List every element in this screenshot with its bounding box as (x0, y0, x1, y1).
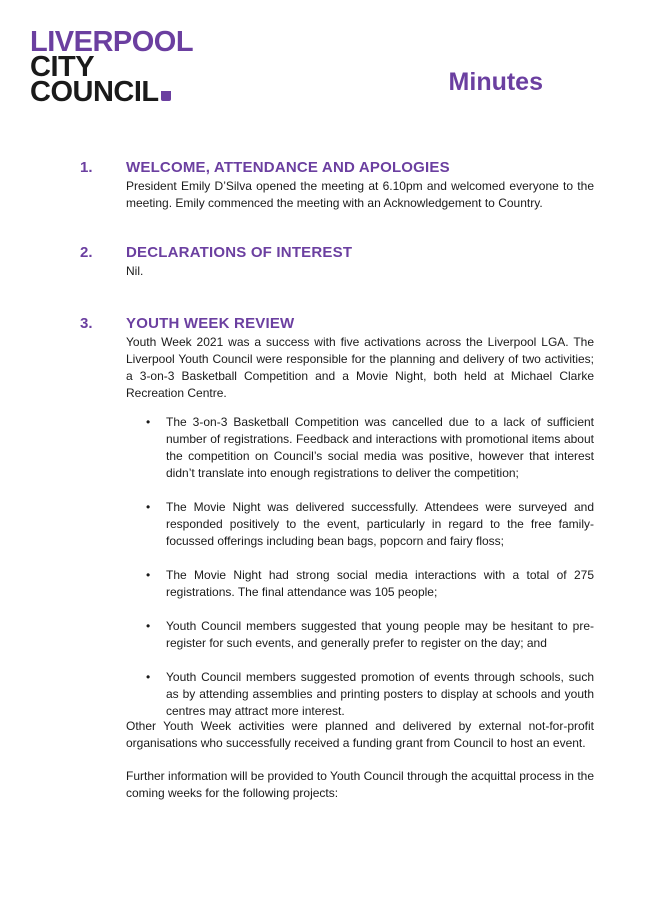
list-item: • The 3-on-3 Basketball Competition was cancelled due to a lack of sufficient number of registrations. Feedback and interactions with promotional items about the competition on Council’s social media was positive, however that interest didn’t translate into enough registrations to deliver the competition; (126, 414, 594, 482)
list-item: • The Movie Night was delivered successfully. Attendees were surveyed and responded positively to the event, particularly in regard to the free family-focussed offerings including bean bags, popcorn and fairy floss; (126, 499, 594, 550)
section-number: 2. (80, 244, 93, 261)
council-logo (30, 26, 194, 108)
page-title: Minutes (448, 68, 543, 96)
section-paragraph: Other Youth Week activities were planned and delivered by external not-for-profit organisations who successfully received a funding grant from Council to host an event. (126, 719, 594, 750)
section-heading: WELCOME, ATTENDANCE AND APOLOGIES (126, 159, 450, 176)
logo-line-council-text: COUNCIL (30, 76, 159, 108)
list-item: • The Movie Night had strong social media interactions with a total of 275 registrations. The final attendance was 105 people; (126, 567, 594, 601)
section-paragraph: Nil. (126, 264, 144, 278)
bullet-list (126, 414, 594, 737)
section-number: 3. (80, 315, 93, 332)
section-heading: DECLARATIONS OF INTEREST (126, 244, 353, 261)
section-heading: YOUTH WEEK REVIEW (126, 315, 295, 332)
list-item: • Youth Council members suggested that young people may be hesitant to pre-register for such events, and generally prefer to register on the day; and (126, 618, 594, 652)
logo-line-council (30, 76, 193, 108)
logo-line-liverpool: LIVERPOOL (30, 26, 194, 58)
section-number: 1. (80, 159, 93, 176)
logo-line-city: CITY (30, 51, 95, 83)
section-paragraph: Youth Week 2021 was a success with five activations across the Liverpool LGA. The Liverpool Youth Council were responsible for the planning and delivery of two activities; a 3-on-3 Basketball Competition and a Movie Night, both held at Michael Clarke Recreation Centre. (126, 335, 594, 400)
section-paragraph: Further information will be provided to Youth Council through the acquittal process in the coming weeks for the following projects: (126, 769, 594, 800)
section-paragraph: President Emily D’Silva opened the meeting at 6.10pm and welcomed everyone to the meeting. Emily commenced the meeting with an Acknowledgement to Country. (126, 179, 594, 210)
logo-mark-icon (161, 91, 171, 101)
list-item: • Youth Council members suggested promotion of events through schools, such as by attending assemblies and printing posters to display at schools and youth centres may attract more interest. (126, 669, 594, 720)
